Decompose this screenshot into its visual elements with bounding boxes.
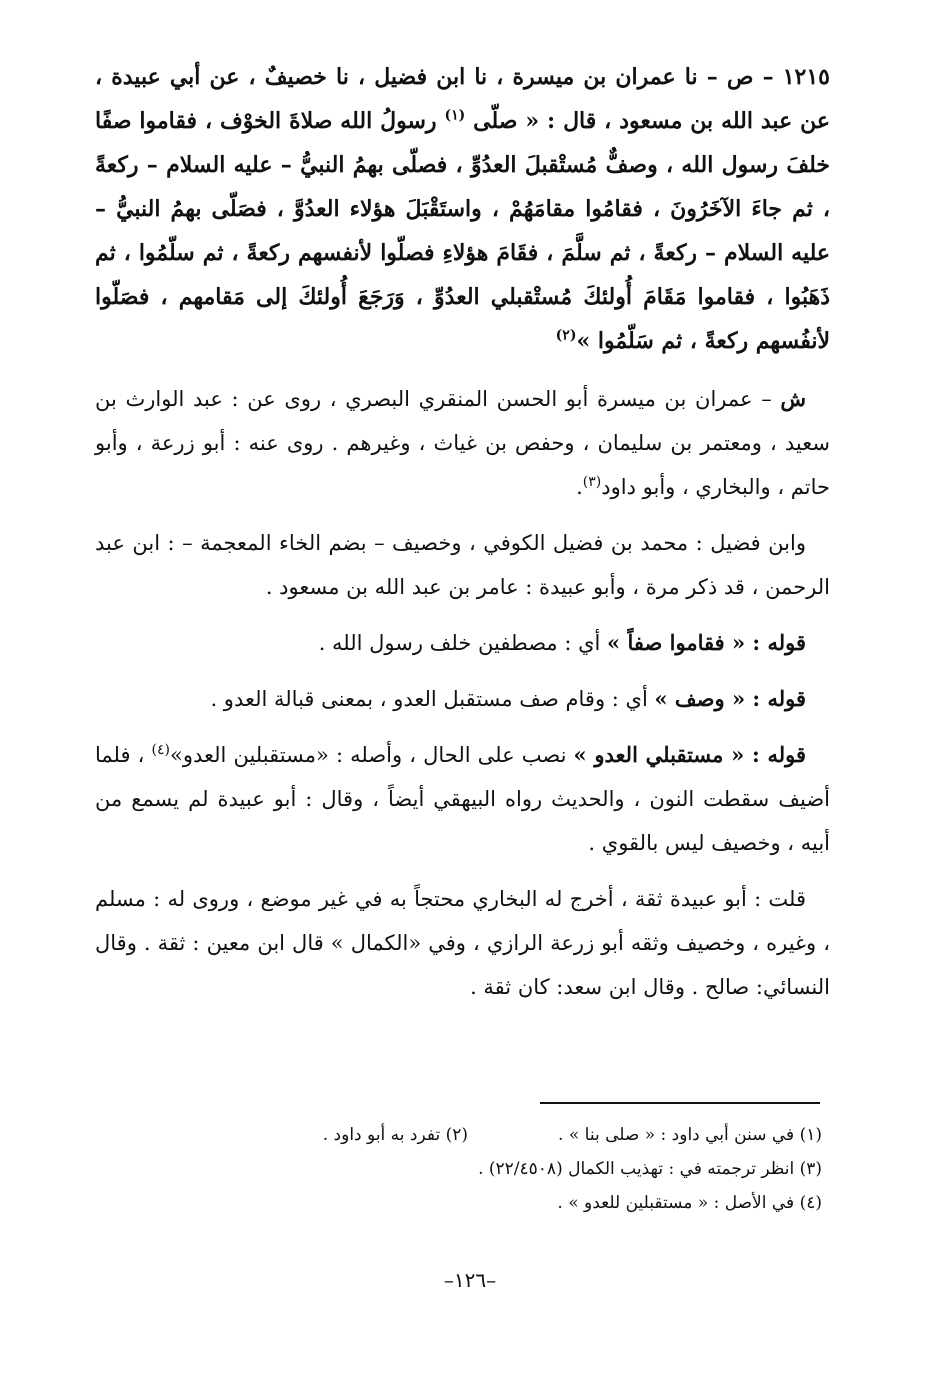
commentary-text: أي : مصطفين خلف رسول الله . [318,631,601,655]
commentary-lead: ش [780,386,806,411]
commentary-text: نصب على الحال ، وأصله : «مستقبلين العدو» [169,743,567,767]
footnote-2: (٢) تفرد به أبو داود . [322,1125,469,1145]
commentary-text: وابن فضيل : محمد بن فضيل الكوفي ، وخصيف – بضم الخاء المعجمة – : ابن عبد الرحمن ، قد ذكر مرة ، وأبو عبيدة : عامر بن عبد الله بن مسعود . [95,531,830,599]
commentary-text-continued: ، فلما أضيف سقطت النون ، والحديث رواه البيهقي أيضاً ، وقال : أبو عبيدة لم يسمع من أبيه ، وخصيف ليس بالقوي . [95,743,830,855]
footnote-marker-1: (١) [444,107,466,124]
hadith-text [95,55,830,363]
commentary-paragraph-2 [95,521,830,609]
commentary-paragraph-1 [95,377,830,509]
footnote-row [122,1186,822,1220]
footnote-marker-2: (٢) [555,327,577,344]
hadith-body-continued: رسولُ الله صلاةَ الخوْف ، فقاموا صفًا خلفَ رسول الله ، وصفٌّ مُستْقبلَ العدُوِّ ، فصلّى بهمُ النبيُّ – عليه السلام – ركعةً ، ثم جاءَ الآخَرُونَ ، فقامُوا مقامَهُمْ ، واستَقْبَلَ هؤلاء العدُوَّ ، فصَلّى بهمُ النبيُّ – عليه السلام – ركعةً ، ثم سلَّمَ ، فقَامَ هؤلاءِ فصلّوا لأنفسهم ركعةً ، ثم سلّمُوا ، ثم ذَهَبُوا ، فقاموا مَقَامَ أُولئكَ مُستْقبلي العدُوِّ ، وَرَجَعَ أُولئكَ إلى مَقامهم ، فصَلّوا لأنفُسهم ركعةً ، ثم سَلّمُوا » [95,108,830,354]
page-body [95,55,830,1021]
page-number: –١٢٦– [443,1268,497,1292]
commentary-paragraph-6 [95,877,830,1009]
footnote-row [122,1118,822,1152]
commentary-lead: قوله : « فقاموا صفاً » [607,630,806,655]
footnote-3: (٣) انظر ترجمته في : تهذيب الكمال (٢٢/٤٥٠٨) . [478,1159,822,1179]
footnote-1: (١) في سنن أبي داود : « صلى بنا » . [558,1125,822,1145]
commentary-text: قلت : أبو عبيدة ثقة ، أخرج له البخاري محتجاً به في غير موضع ، وروى له : مسلم ، وغيره ، وخصيف وثقه أبو زرعة الرازي ، وفي «الكمال » قال ابن معين : ثقة . وقال النسائي: صالح . وقال ابن سعد: كان ثقة . [95,887,830,999]
footnotes [122,1118,822,1220]
footnote-divider [540,1102,820,1104]
footnote-marker-3: (٣) [582,474,602,490]
commentary-paragraph-4 [95,677,830,721]
footnote-marker-4: (٤) [151,742,170,758]
commentary-paragraph-3 [95,621,830,665]
commentary-lead: قوله : « مستقبلي العدو » [573,742,806,767]
commentary-lead: قوله : « وصف » [654,686,806,711]
commentary-paragraph-5 [95,733,830,865]
hadith-body: – ص – نا عمران بن ميسرة ، نا ابن فضيل ، نا خصيفٌ ، عن أبي عبيدة ، عن عبد الله بن مسعود ، قال : « صلّى [95,64,830,134]
footnote-4: (٤) في الأصل : « مستقبلين للعدو » . [557,1193,822,1213]
hadith-number: ١٢١٥ [782,64,830,90]
footnote-row [122,1152,822,1186]
commentary-end: . [576,475,583,499]
commentary-text: أي : وقام صف مستقبل العدو ، بمعنى قبالة العدو . [210,687,648,711]
commentary-text: – عمران بن ميسرة أبو الحسن المنقري البصري ، روى عن : عبد الوارث بن سعيد ، ومعتمر بن سليمان ، وحفص بن غياث ، وغيرهم . روى عنه : أبو زرعة ، وأبو حاتم ، والبخاري ، وأبو داود [95,387,830,499]
